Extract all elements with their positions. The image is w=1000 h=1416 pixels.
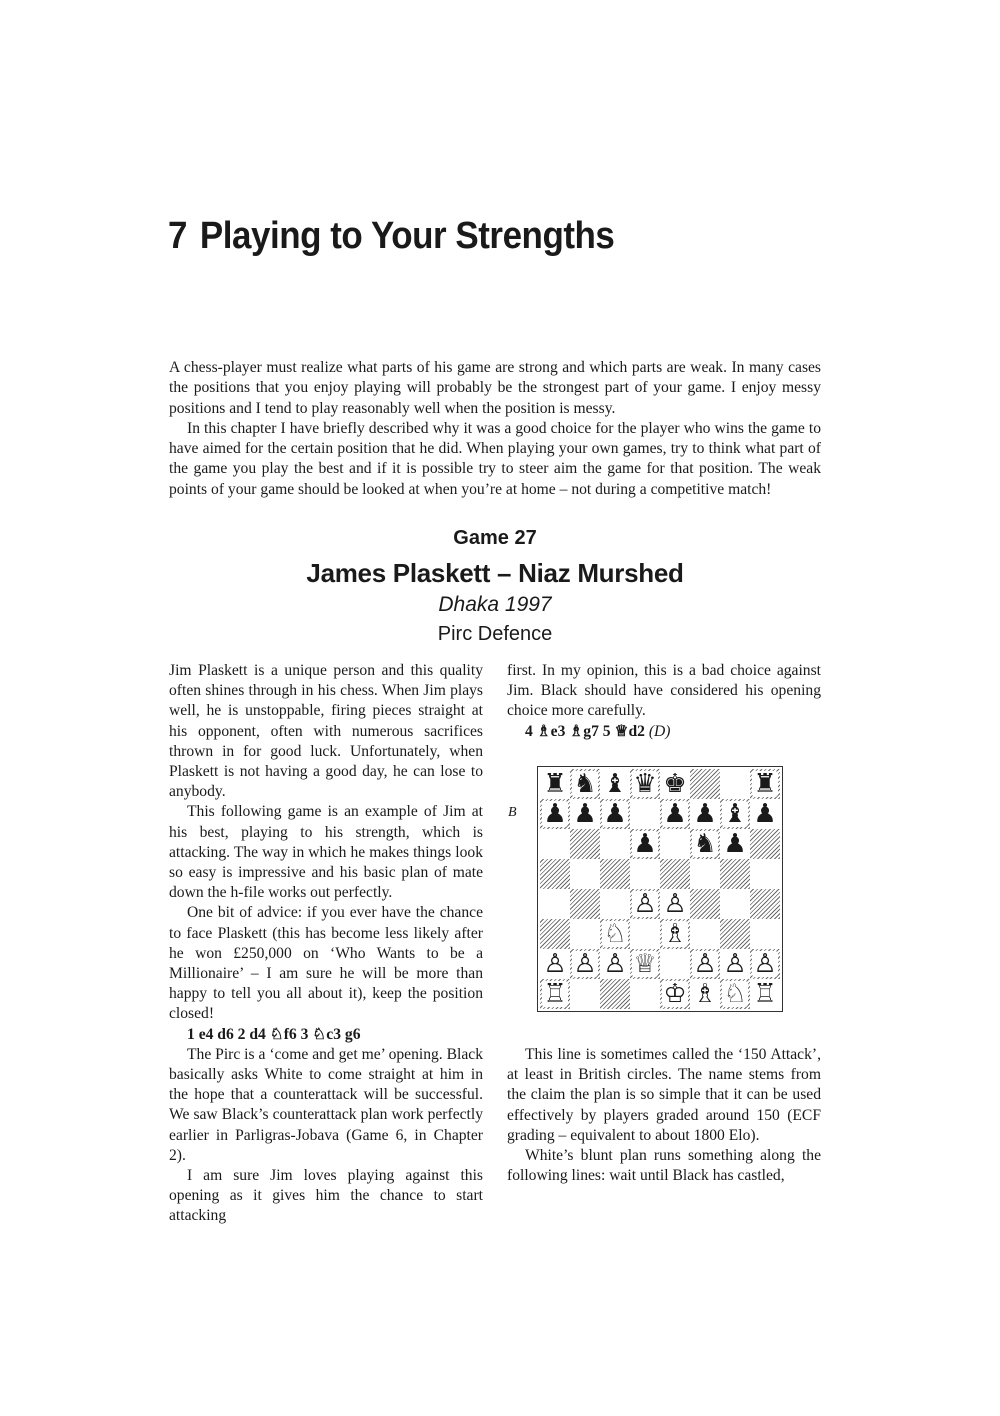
chapter-title-text: Playing to Your Strengths	[199, 215, 615, 257]
board-square	[720, 949, 750, 979]
board-square	[630, 889, 660, 919]
board-square	[750, 949, 780, 979]
intro-paragraph: In this chapter I have briefly described why it was a good choice for the player who wins the game to have aimed for the certain position that he did. When playing your own games, try to think what part of the game you play the best and if it is possible try to steer aim the game for that position. The weak points of your game should be looked at when you’re at home – not during a competitive match!	[169, 419, 821, 498]
board-square	[540, 829, 570, 859]
board-square	[690, 919, 720, 949]
chess-piece: ♙	[753, 949, 777, 979]
board-square	[690, 859, 720, 889]
board-square	[660, 859, 690, 889]
board-square	[750, 829, 780, 859]
board-square	[600, 949, 630, 979]
board-square	[660, 889, 690, 919]
chess-board-grid	[540, 769, 780, 1009]
chapter-intro	[169, 358, 821, 500]
board-square	[600, 799, 630, 829]
chess-piece: ♙	[543, 949, 567, 979]
move-line: 1 e4 d6 2 d4 ♘f6 3 ♘c3 g6	[187, 1025, 361, 1043]
board-square	[540, 889, 570, 919]
chess-piece: ♙	[693, 949, 717, 979]
board-square	[690, 979, 720, 1009]
board-square	[720, 859, 750, 889]
board-square	[690, 829, 720, 859]
board-square	[690, 799, 720, 829]
board-square	[690, 769, 720, 799]
board-square	[600, 889, 630, 919]
body-paragraph: I am sure Jim loves playing against this opening as it gives him the chance to start attacking	[169, 1167, 483, 1225]
board-square	[630, 949, 660, 979]
board-square	[570, 949, 600, 979]
chess-piece: ♟	[663, 799, 687, 829]
board-square	[720, 979, 750, 1009]
chess-piece: ♞	[693, 829, 717, 859]
chess-piece: ♜	[543, 769, 567, 799]
board-square	[600, 859, 630, 889]
chess-diagram	[537, 766, 783, 1012]
board-square	[600, 979, 630, 1009]
diagram-marker: (D)	[648, 722, 671, 740]
board-square	[690, 889, 720, 919]
board-square	[570, 799, 600, 829]
board-square	[750, 919, 780, 949]
board-square	[720, 829, 750, 859]
chess-piece: ♙	[723, 949, 747, 979]
chess-piece: ♛	[633, 769, 657, 799]
game-players: James Plaskett – Niaz Murshed	[306, 558, 684, 588]
board-square	[630, 979, 660, 1009]
chess-piece: ♖	[543, 979, 567, 1009]
chess-piece: ♖	[753, 979, 777, 1009]
board-square	[750, 979, 780, 1009]
chess-piece: ♟	[753, 799, 777, 829]
body-paragraph: This following game is an example of Jim at his best, playing to his strength, which is attacking. The way in which he makes things look so easy is impressive and his basic plan of mate down the h-file works out perfectly.	[169, 803, 483, 902]
chess-piece: ♟	[693, 799, 717, 829]
board-square	[570, 979, 600, 1009]
body-paragraph: This line is sometimes called the ‘150 Attack’, at least in British circles. The name stems from the claim the plan is so simple that it can be used effectively by players graded around 150 (ECF grading – equivalent to about 1800 Elo).	[507, 1046, 821, 1144]
chess-piece: ♕	[633, 949, 657, 979]
game-number: Game 27	[453, 527, 537, 549]
board-square	[690, 949, 720, 979]
board-square	[570, 829, 600, 859]
game-place: Dhaka 1997	[438, 593, 552, 616]
board-square	[570, 769, 600, 799]
chess-piece: ♗	[693, 979, 717, 1009]
board-square	[750, 859, 780, 889]
board-square	[540, 979, 570, 1009]
chess-piece: ♘	[723, 979, 747, 1009]
chapter-title	[168, 214, 614, 260]
board-square	[540, 799, 570, 829]
chess-piece: ♙	[633, 889, 657, 919]
board-square	[600, 829, 630, 859]
board-square	[570, 889, 600, 919]
board-square	[660, 829, 690, 859]
chapter-number: 7	[168, 215, 187, 257]
chess-piece: ♘	[603, 919, 627, 949]
intro-paragraph: A chess-player must realize what parts of his game are strong and which parts are weak. In many cases the positions that you enjoy playing will probably be the strongest part of your game. I enjoy messy positions and I tend to play reasonably well when the position is messy.	[169, 359, 821, 417]
board-square	[630, 859, 660, 889]
chess-piece: ♟	[723, 829, 747, 859]
body-paragraph: first. In my opinion, this is a bad choice against Jim. Black should have considered his opening choice more carefully.	[507, 662, 821, 720]
body-paragraph: Jim Plaskett is a unique person and this quality often shines through in his chess. When Jim plays well, he is unstoppable, firing pieces straight at his opponent, often with numerous sacrifices thrown in for good luck. Unfortunately, when Plaskett is not having a good day, he can lose to anybody.	[169, 662, 483, 801]
chess-piece: ♗	[663, 919, 687, 949]
body-paragraph: The Pirc is a ‘come and get me’ opening. Black basically asks White to come straight at him in the hope that a counterattack will be successful. We saw Black’s counterattack plan work perfectly earlier in Parligras-Jobava (Game 6, in Chapter 2).	[169, 1045, 483, 1164]
chess-piece: ♟	[603, 799, 627, 829]
chess-piece: ♙	[603, 949, 627, 979]
board-square	[720, 889, 750, 919]
chess-piece: ♜	[753, 769, 777, 799]
board-square	[660, 769, 690, 799]
board-square	[630, 829, 660, 859]
chess-piece: ♟	[573, 799, 597, 829]
board-square	[570, 859, 600, 889]
chess-piece: ♚	[663, 769, 687, 799]
board-square	[630, 919, 660, 949]
chess-piece: ♙	[573, 949, 597, 979]
board-square	[720, 769, 750, 799]
board-square	[540, 859, 570, 889]
board-square	[660, 979, 690, 1009]
board-square	[540, 919, 570, 949]
board-square	[630, 769, 660, 799]
board-square	[660, 949, 690, 979]
board-square	[600, 769, 630, 799]
board-square	[720, 919, 750, 949]
chess-piece: ♟	[633, 829, 657, 859]
chess-piece: ♝	[723, 799, 747, 829]
right-column-bottom	[507, 1045, 821, 1186]
board-square	[600, 919, 630, 949]
chess-piece: ♙	[663, 889, 687, 919]
chess-piece: ♟	[543, 799, 567, 829]
game-opening: Pirc Defence	[437, 623, 553, 645]
board-square	[660, 919, 690, 949]
board-square	[720, 799, 750, 829]
board-square	[630, 799, 660, 829]
board-square	[750, 799, 780, 829]
board-square	[570, 919, 600, 949]
game-heading	[169, 524, 821, 648]
right-column-top	[507, 661, 821, 742]
board-square	[750, 769, 780, 799]
diagram-move-line	[507, 722, 821, 742]
left-column	[169, 661, 483, 1227]
body-paragraph: One bit of advice: if you ever have the chance to face Plaskett (this has become less likely after he won £250,000 on ‘Who Wants to be a Millionaire’ – I am sure he will be more than happy to tell you all about it), keep the position closed!	[169, 904, 483, 1023]
chess-piece: ♞	[573, 769, 597, 799]
board-square	[660, 799, 690, 829]
board-square	[540, 769, 570, 799]
board-square	[540, 949, 570, 979]
board-square	[750, 889, 780, 919]
chess-piece: ♝	[603, 769, 627, 799]
body-paragraph: White’s blunt plan runs something along the following lines: wait until Black has castled,	[507, 1147, 821, 1185]
chess-piece: ♔	[663, 979, 687, 1009]
move-text: 4 ♗e3 ♗g7 5 ♕d2	[525, 722, 645, 740]
side-to-move-label: B	[508, 805, 517, 820]
